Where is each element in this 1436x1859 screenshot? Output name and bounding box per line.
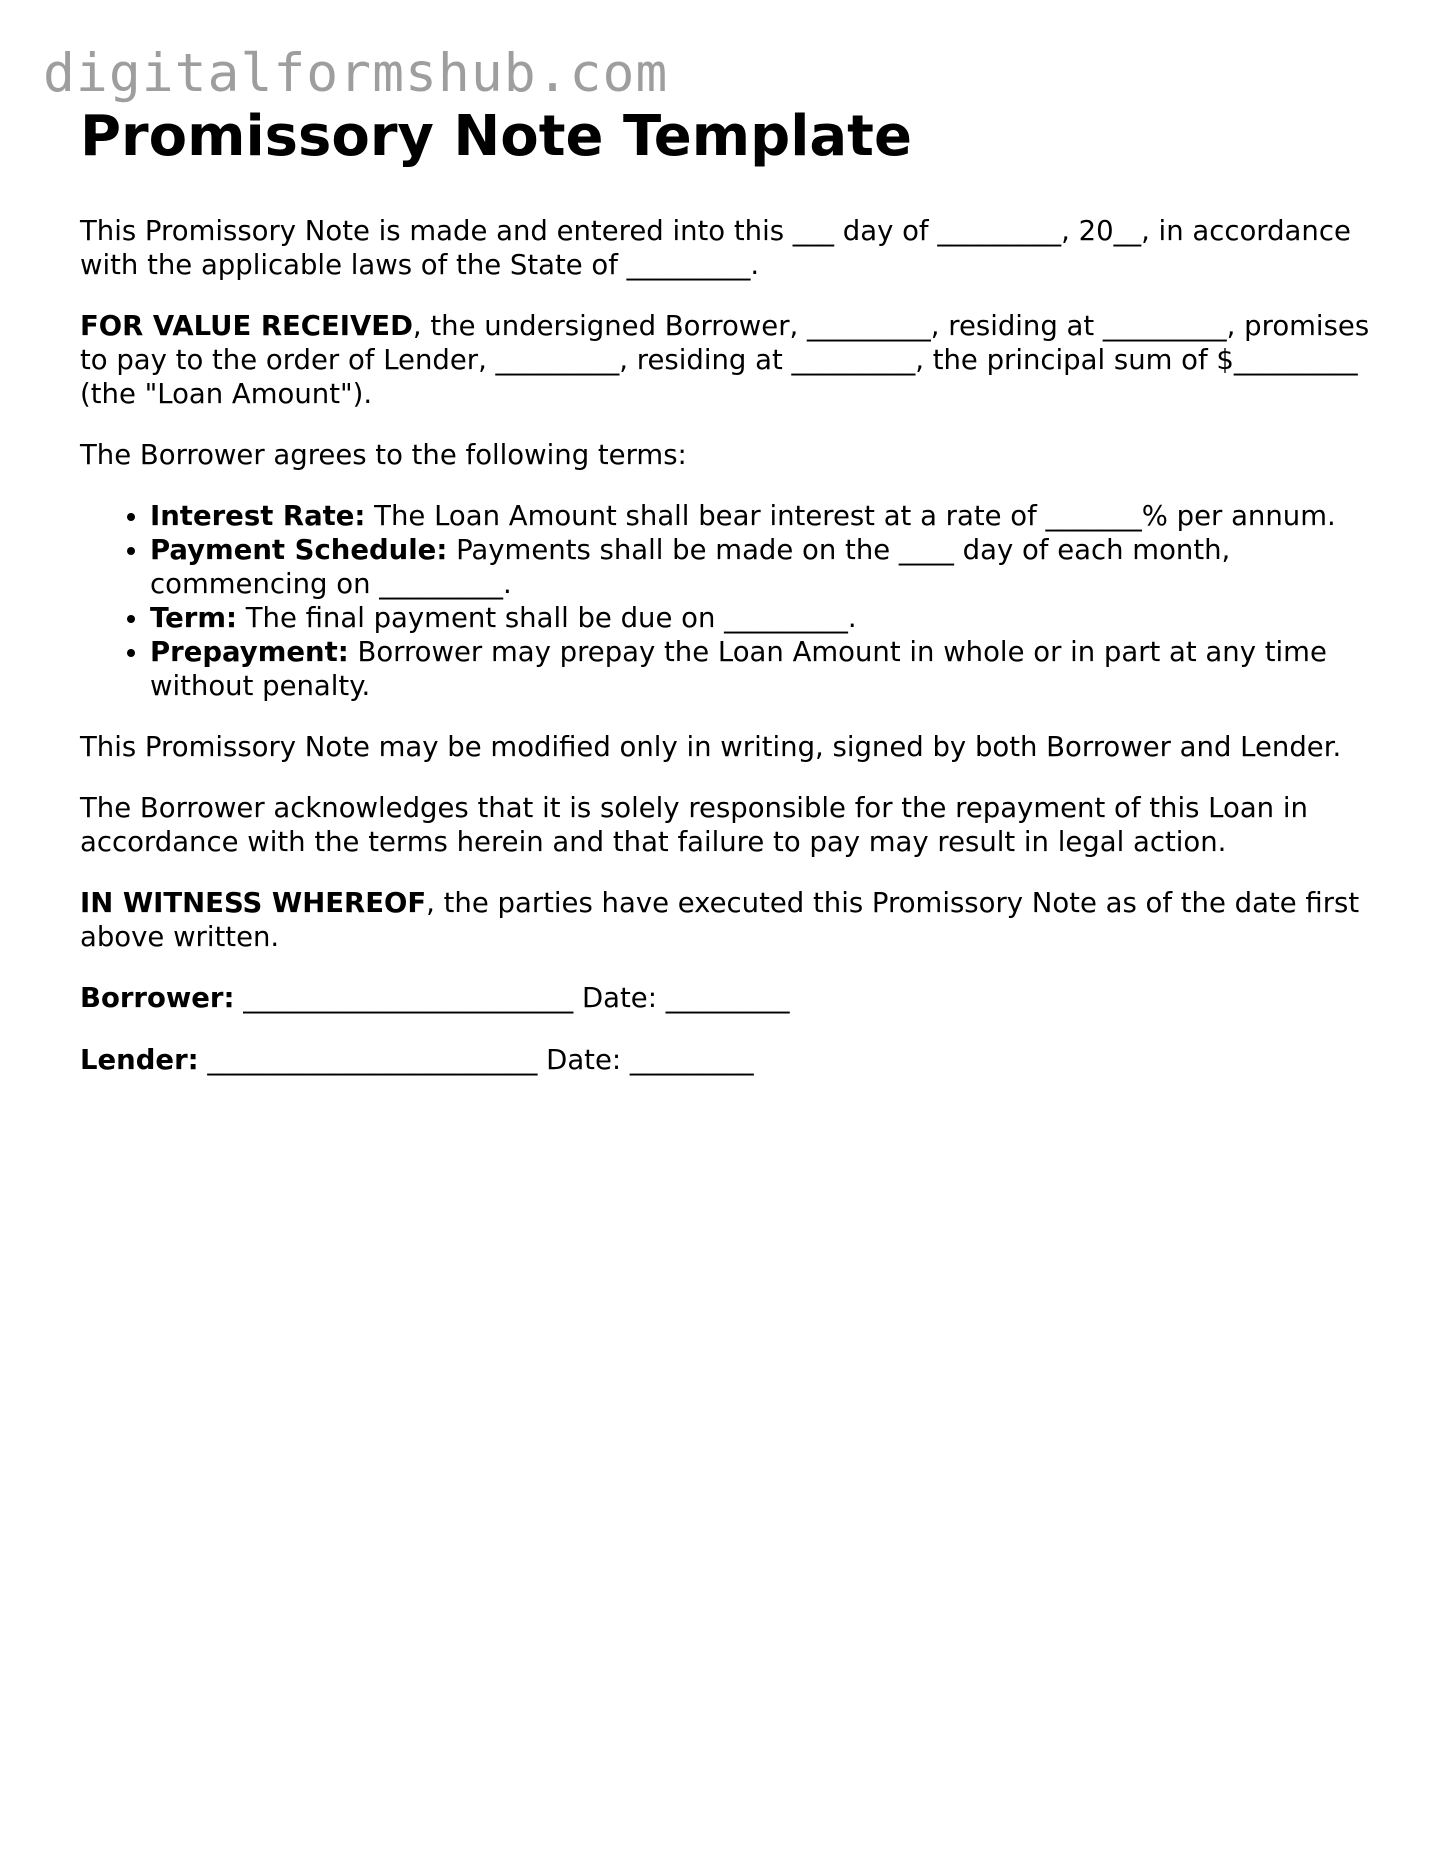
lender-label: Lender: xyxy=(80,1044,199,1076)
list-item xyxy=(150,635,1370,703)
witness-heading: IN WITNESS WHEREOF xyxy=(80,887,427,919)
terms-list xyxy=(80,499,1370,703)
term-label-payment-schedule: Payment Schedule: xyxy=(150,534,448,566)
list-item xyxy=(150,499,1370,533)
term-label-term: Term: xyxy=(150,602,237,634)
witness-text: , the parties have executed this Promissory Note as of the date first above written. xyxy=(80,887,1360,953)
list-item xyxy=(150,601,1370,635)
list-item xyxy=(150,533,1370,601)
borrower-signature-blanks: ________________________ Date: _________ xyxy=(234,982,790,1014)
term-label-interest-rate: Interest Rate: xyxy=(150,500,366,532)
term-label-prepayment: Prepayment: xyxy=(150,636,349,668)
term-text-term: The final payment shall be due on _________. xyxy=(236,602,857,634)
terms-intro: The Borrower agrees to the following terms: xyxy=(80,439,687,471)
lender-signature-blanks: ________________________ Date: _________ xyxy=(198,1044,754,1076)
intro-paragraph: This Promissory Note is made and entered into this ___ day of _________, 20__, in accordance with the applicable laws of the State of _________. xyxy=(80,215,1351,281)
page-title: Promissory Note Template xyxy=(80,104,912,169)
witness-paragraph xyxy=(80,886,1370,954)
watermark: digitalformshub.com xyxy=(43,43,669,104)
value-received-paragraph xyxy=(80,309,1370,411)
value-received-heading: FOR VALUE RECEIVED xyxy=(80,310,413,342)
acknowledgement-paragraph: The Borrower acknowledges that it is solely responsible for the repayment of this Loan in accordance with the terms herein and that failure to pay may result in legal action. xyxy=(80,792,1308,858)
modification-paragraph: This Promissory Note may be modified only in writing, signed by both Borrower and Lender. xyxy=(80,731,1342,763)
document xyxy=(80,100,1370,1105)
term-text-interest-rate: The Loan Amount shall bear interest at a rate of _______% per annum. xyxy=(365,500,1336,532)
lender-signature-line xyxy=(80,1043,1370,1077)
value-received-text: , the undersigned Borrower, _________, residing at _________, promises to pay to the order of Lender, _________, residing at _________, the principal sum of $_________ (the "Loan Amount"). xyxy=(80,310,1370,410)
term-text-prepayment: Borrower may prepay the Loan Amount in whole or in part at any time without penalty. xyxy=(150,636,1327,702)
borrower-signature-line xyxy=(80,981,1370,1015)
term-text-payment-schedule: Payments shall be made on the ____ day of each month, commencing on _________. xyxy=(150,534,1231,600)
borrower-label: Borrower: xyxy=(80,982,235,1014)
